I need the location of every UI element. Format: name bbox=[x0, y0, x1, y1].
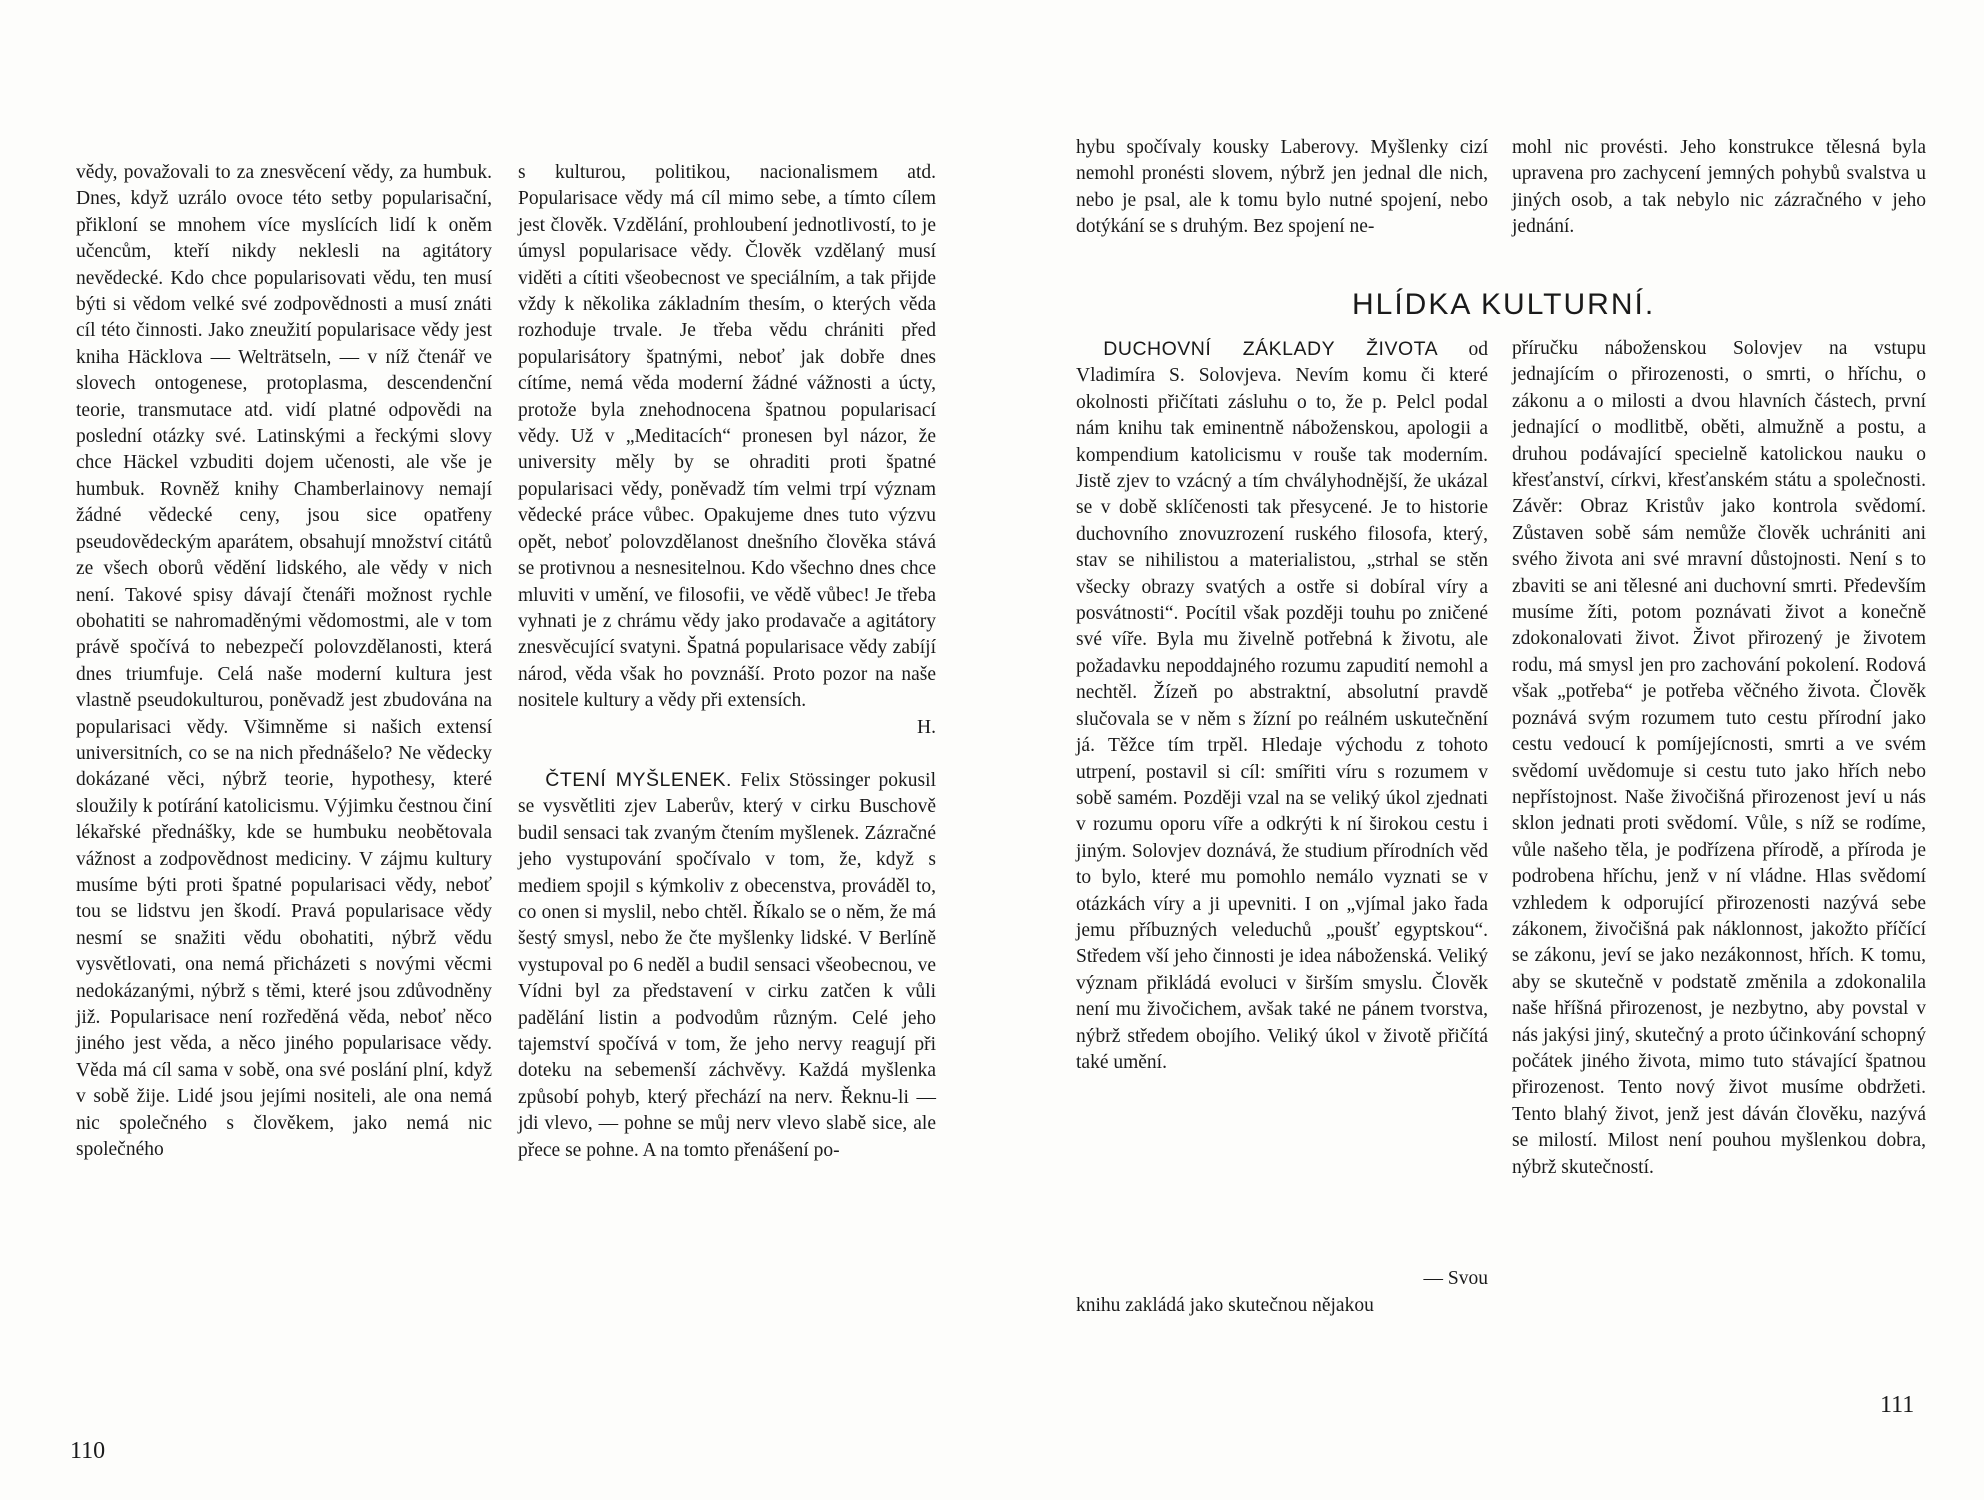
right-column-2 bbox=[1512, 336, 1926, 1181]
main-heading-hlidka-kulturni: HLÍDKA KULTURNÍ. bbox=[1352, 288, 1656, 321]
duchovni-zaklady-text: od Vladimíra S. Solovjeva. Nevím komu či které okolnosti přičítati zásluhu o to, že p. Pelcl podal nám knihu tak eminentně náboženskou, apologii a kompendium katolicismu v rouše tak moderním. Jistě zjev to vzácný a tím chvályhodnější, že ukázal se v době sklíčenosti tak přesycené. Je to historie duchovního znovuzrození ruského filosofa, který, stav se nihilistou a materialistou, „strhal se stěn všecky obrazy svatých a ostře si dobíral víry a posvátnosti“. Pocítil však později touhu po zničené své víře. Byla mu živelně potřebná k životu, ale požadavku nepoddajného rozumu zapudití nemohl a nechtěl. Žízeň po abstraktní, absolutní pravdě slučovala se v něm s žízní po reálném uskutečnění já. Těžce tím trpěl. Hledaje východu z tohoto utrpení, postavil si cíl: smířiti víru s rozumem v sobě samém. Později vzal na se veliký úkol zjednati v rozumu oporu víře a odkrýti k ní širokou cestu i jiným. Solovjev doznává, že studium přírodních věd to bylo, které mu pomohlo nemálo vyznati se v otázkách víry a ji upevniti. I on „vjímal jako řada jemu příbuzných veleduchů „poušť egyptskou“. Středem vší jeho činnosti je idea náboženská. Veliký význam přikládá evoluci v širším smyslu. Člověk není mu živočichem, avšak také ne pánem tvorstva, nýbrž středem obojího. Veliký úkol v životě přičítá také umění. bbox=[1076, 339, 1488, 1073]
right-col1-tail-1: — Svou bbox=[1423, 1268, 1488, 1290]
right-top-column-2 bbox=[1512, 135, 1926, 241]
right-column-1 bbox=[1076, 336, 1488, 1319]
left-column-2 bbox=[518, 160, 936, 1164]
page-number-right: 111 bbox=[1880, 1392, 1915, 1418]
page-number-left: 110 bbox=[70, 1438, 106, 1464]
right-col1-paragraph bbox=[1076, 336, 1488, 1076]
section-heading-cteni-myslenek: ČTENÍ MYŠLENEK. bbox=[545, 768, 732, 791]
cteni-myslenek-text: Felix Stössinger pokusil se vysvětliti zjev Laberův, který v cirku Buschově budil sensaci tak zvaným čtením myšlenek. Zázračné jeho vystupování spočívalo v tom, že, když s mediem spojil s kýmkoliv z obecenstva, prováděl to, co onen si myslil, nebo chtěl. Říkalo se o něm, že má šestý smysl, nebo že čte myšlenky lidské. V Berlíně vystupoval po 6 neděl a budil sensaci všeobecnou, ve Vídni byl za představení v cirku zatčen k vůli padělání listin a podvodům různým. Celé jeho tajemství spočívá v tom, že jeho nervy reagují při doteku na sebemenší záchvěvy. Každá myšlenka způsobí pohyb, který přechází na nerv. Řeknu-li — jdi vlevo, — pohne se můj nerv vlevo slabě sice, ale přece se pohne. A na tomto přenášení po- bbox=[518, 769, 936, 1161]
left-col2-paragraph-1: s kulturou, politikou, nacionalismem atd. Popularisace vědy má cíl mimo sebe, a tímto cílem jest člověk. Vzdělání, prohloubení jednotlivostí, to je úmysl popularisace vědy. Člověk vzdělaný musí viděti a cítiti všeobecnost ve speciálním, a tak přijde vždy k několika základním thesím, o kterých věda rozhoduje trvale. Je třeba vědu chrániti před popularisátory špatnými, neboť jak dobře dnes cítíme, nemá věda moderní žádné vážnosti a úcty, protože byla znehodnocena špatnou popularisací vědy. Už v „Meditacích“ pronesen byl názor, že university měly by se ohraditi proti špatné popularisaci vědy, poněvadž tím velmi trpí význam vědecké práce vůbec. Opakujeme dnes tuto výzvu opět, neboť polovzdělanost dnešního člověka stává se protivnou a nesnesitelnou. Kdo všechno dnes chce mluviti v umění, ve filosofii, ve vědě vůbec! Je třeba vyhnati je z chrámu vědy jako prodavače a agitátory znesvěcující svatyni. Špatná popularisace vědy zabíjí národ, věda však ho povznáší. Proto pozor na naše nositele kultury a vědy při extensích. bbox=[518, 162, 936, 712]
section-heading-duchovni-zaklady: DUCHOVNÍ ZÁKLADY ŽIVOTA bbox=[1103, 338, 1439, 360]
right-col2-text: příručku náboženskou Solovjev na vstupu jednajícím o přirozenosti, o smrti, o hříchu, o zákonu a o milosti a dvou hlavních částech, první jednající o modlitbě, oběti, almužně a postu, a druhou podávající specielně katolickou nauku o křesťanství, církvi, křesťanském státu a společnosti. Závěr: Obraz Kristův jako kontrola svědomí. Zůstaven sobě sám nemůže člověk uchrániti ani svého života ani své mravní důstojnosti. Není s to zbaviti se ani tělesné ani duchovní smrti. Především musíme žíti, potom poznávati život a konečně zdokonalovati život. Život přirozený je životem rodu, má smysl jen pro zachování pokolení. Rodová však „potřeba“ je potřeba věčného života. Člověk poznává svým rozumem tuto cestu přírodní jako cestu vedoucí k pomíjejícnosti, smrti a ve svém svědomí uvědomuje si cestu tuto jako hřích nebo nepřístojnost. Naše živočišná přirozenost jeví u nás sklon jednati proti svědomí. Vůle, s níž se rodíme, vůle našeho těla, je podřízena přírodě, a příroda je podrobena hříchu, jenž v ní vládne. Hlas svědomí vzhledem k odporující přirozenosti nazývá sebe zákonem, živočišná pak náklonnost, jakožto příčící se zákonu, jeví se jako nezákonnost, hřích. K tomu, aby se skutečně v podstatě změnila a zdokonalila naše hříšná přirozenost, je nezbytno, aby povstal v nás jakýsi jiný, skutečný a proto účinkování schopný počátek jiného života, mimo tuto stávající špatnou přirozenost. Tento nový život musíme obdržeti. Tento blahý život, jenž jest dáván člověku, nazývá se milostí. Milost není pouhou myšlenkou dobra, nýbrž skutečností. bbox=[1512, 338, 1926, 1178]
signature: H. bbox=[917, 716, 936, 738]
right-top-column-1 bbox=[1076, 135, 1488, 241]
left-col2-paragraph-2 bbox=[518, 767, 936, 1164]
right-col1-tail-2: knihu zakládá jako skutečnou nějakou bbox=[1076, 1294, 1374, 1316]
left-column-1 bbox=[76, 160, 492, 1163]
right-top-col2-text: mohl nic provésti. Jeho konstrukce tělesná byla upravena pro zachycení jemných pohybů svalstva u jiných osob, a tak nebylo nic zázračného v jeho jednání. bbox=[1512, 137, 1926, 238]
right-top-col1-text: hybu spočívaly kousky Laberovy. Myšlenky cizí nemohl pronésti slovem, nýbrž jen jednal dle nich, nebo je psal, ale k tomu bylo nutné spojení, nebo dotýkání se s druhým. Bez spojení ne- bbox=[1076, 137, 1488, 238]
left-col1-text: vědy, považovali to za znesvěcení vědy, za humbuk. Dnes, když uzrálo ovoce této setby popularisační, přikloní se mnohem více myslících lidí k oněm učencům, kteří nikdy neklesli na agitátory nevědecké. Kdo chce popularisovati vědu, ten musí býti si vědom velké své zodpovědnosti a musí znáti cíl této činnosti. Jako zneužití popularisace vědy jest kniha Häcklova — Welträtseln, — v níž čtenář ve slovech ontogenese, protoplasma, descendenční teorie, transmutace atd. vidí platné odpovědi na poslední otázky své. Latinskými a řeckými slovy chce Häckel vzbuditi dojem učenosti, ale vše je humbuk. Rovněž knihy Chamberlainovy nemají žádné vědecké ceny, jsou sice opatřeny pseudovědeckým aparátem, obsahují množství citátů ze všech oborů vědění lidského, ale vědy v nich není. Takové spisy dávají čtenáři možnost rychle obohatiti se nahromaděnými vědomostmi, ale v tom právě spočívá to nebezpečí polovzdělanosti, která dnes triumfuje. Celá naše moderní kultura jest vlastně pseudokulturou, poněvadž jest zbudována na popularisaci vědy. Všimněme si našich extensí universitních, co se na nich přednášelo? Ne vědecky dokázané věci, nýbrž teorie, hypothesy, které sloužily k potírání katolicismu. Výjimku čestnou činí lékařské přednášky, kde se humbuku neobětovala vážnost a zodpovědnost mediciny. V zájmu kultury musíme býti proti špatné popularisaci vědy, neboť tou se lidstvu jen škodí. Pravá popularisace vědy nesmí se snažiti vědu obohatiti, nýbrž vědu vysvětlovati, ona nemá přicházeti s novými věcmi nedokázanými, nýbrž s těmi, které jsou zdůvodněny již. Popularisace není rozředěná věda, neboť něco jiného jest věda, a něco jiného popularisace vědy. Věda má cíl sama v sobě, ona své poslání plní, když v sobě žije. Lidé jsou jejími nositeli, ale ona nemá nic společného s člověkem, jako nemá nic společného bbox=[76, 162, 492, 1161]
